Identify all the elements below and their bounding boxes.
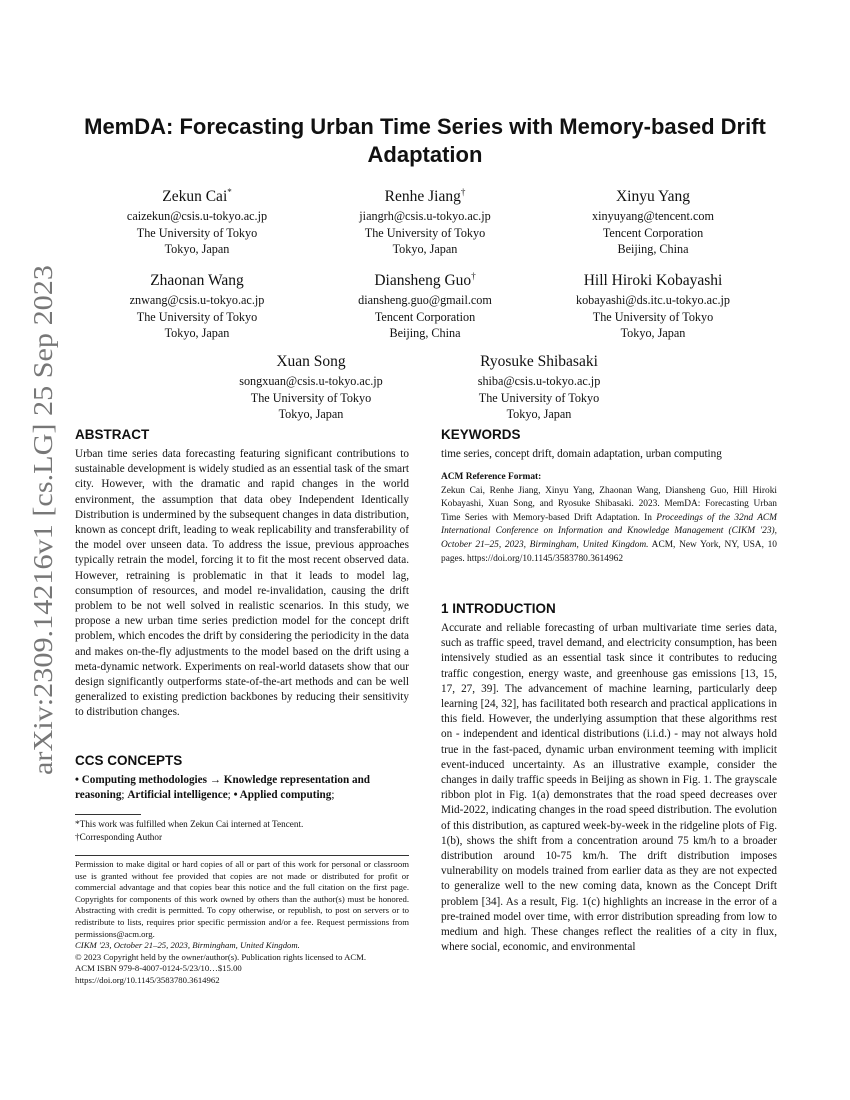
author-name: Ryosuke Shibasaki bbox=[480, 353, 598, 371]
author-block bbox=[305, 182, 545, 258]
author-affiliation: The University of Tokyo bbox=[364, 225, 486, 240]
reference-format-text bbox=[441, 485, 777, 567]
author-mark: † bbox=[471, 271, 476, 281]
permission-doi: https://doi.org/10.1145/3583780.3614962 bbox=[75, 974, 220, 985]
ccs-separator: ; bbox=[227, 789, 234, 802]
footnote: †Corresponding Author bbox=[75, 831, 163, 842]
author-affiliation: The University of Tokyo bbox=[250, 390, 372, 405]
footnotes bbox=[75, 818, 409, 843]
author-block bbox=[533, 266, 773, 342]
author-location: Tokyo, Japan bbox=[278, 407, 344, 422]
author-block bbox=[77, 266, 317, 342]
reference-citation: Zekun Cai, Renhe Jiang, Xinyu Yang, Zhaonan Wang, Diansheng Guo, Hill Hiroki Kobayashi, Xuan Song, and Ryosuke Shibasaki. 2023. MemDA: Forecasting Urban Time Series with Memory-based Drift Adaptation. In bbox=[441, 485, 777, 523]
author-location: Beijing, China bbox=[389, 326, 461, 341]
introduction-heading: 1 INTRODUCTION bbox=[441, 601, 556, 616]
author-email: shiba@csis.u-tokyo.ac.jp bbox=[477, 374, 601, 389]
permission-rule bbox=[75, 855, 409, 856]
author-affiliation: Tencent Corporation bbox=[374, 309, 476, 324]
footnote-rule bbox=[75, 814, 141, 815]
author-block bbox=[305, 266, 545, 342]
author-name: Zhaonan Wang bbox=[150, 272, 244, 290]
author-email: jiangrh@csis.u-tokyo.ac.jp bbox=[359, 209, 491, 224]
author-location: Tokyo, Japan bbox=[164, 242, 230, 257]
author-affiliation: The University of Tokyo bbox=[478, 390, 600, 405]
keywords-heading: KEYWORDS bbox=[441, 427, 521, 442]
author-location: Tokyo, Japan bbox=[620, 326, 686, 341]
ccs-item: Artificial intelligence bbox=[127, 789, 228, 802]
author-email: caizekun@csis.u-tokyo.ac.jp bbox=[126, 209, 268, 224]
abstract-section bbox=[75, 426, 409, 721]
paper-title: MemDA: Forecasting Urban Time Series with Memory-based Drift Adaptation bbox=[84, 114, 766, 167]
ccs-separator: ; bbox=[331, 789, 335, 802]
author-name: Renhe Jiang bbox=[384, 188, 461, 206]
author-name: Zekun Cai bbox=[162, 188, 228, 206]
author-email: diansheng.guo@gmail.com bbox=[358, 293, 492, 308]
reference-proceedings: Proceedings of the 32nd ACM International Conference on Information and Knowledge Management (CIKM '23), October 21–25, 2023, Birmingham, United Kingdom. bbox=[441, 512, 777, 550]
abstract-heading: ABSTRACT bbox=[75, 427, 150, 442]
author-location: Tokyo, Japan bbox=[392, 242, 458, 257]
author-email: songxuan@csis.u-tokyo.ac.jp bbox=[239, 374, 383, 389]
author-block bbox=[77, 182, 317, 258]
author-location: Tokyo, Japan bbox=[506, 407, 572, 422]
keywords-text: time series, concept drift, domain adaptation, urban computing bbox=[441, 448, 722, 460]
author-location: Tokyo, Japan bbox=[164, 326, 230, 341]
introduction-section bbox=[441, 600, 777, 955]
author-email: kobayashi@ds.itc.u-tokyo.ac.jp bbox=[575, 293, 731, 308]
permission-isbn: ACM ISBN 979-8-4007-0124-5/23/10…$15.00 bbox=[75, 963, 242, 974]
reference-format-heading: ACM Reference Format: bbox=[441, 472, 542, 482]
author-email: xinyuyang@tencent.com bbox=[592, 209, 714, 224]
permission-conference: CIKM '23, October 21–25, 2023, Birmingham, United Kingdom. bbox=[75, 940, 300, 951]
reference-citation-end: ACM, New York, NY, USA, 10 pages. https://doi.org/10.1145/3583780.3614962 bbox=[441, 539, 777, 564]
ccs-item: • Applied computing bbox=[233, 789, 332, 802]
author-name: Diansheng Guo bbox=[374, 272, 472, 290]
permission-text: Permission to make digital or hard copies of all or part of this work for personal or classroom use is granted without fee provided that copies are not made or distributed for profit or commercial advantage and that copies bear this notice and the full citation on the first page. Copyrights for components of this work owned by others than the author(s) must be honored. Abstracting with credit is permitted. To copy otherwise, or republish, to post on servers or to redistribute to lists, requires prior specific permission and/or a fee. Request permissions from permissions@acm.org. bbox=[75, 859, 409, 939]
author-location: Beijing, China bbox=[617, 242, 689, 257]
arxiv-stamp bbox=[14, 260, 62, 780]
author-block bbox=[419, 347, 659, 423]
author-affiliation: Tencent Corporation bbox=[602, 225, 704, 240]
ccs-heading: CCS CONCEPTS bbox=[75, 753, 183, 768]
author-block bbox=[191, 347, 431, 423]
author-affiliation: The University of Tokyo bbox=[592, 309, 714, 324]
ccs-concepts bbox=[75, 773, 409, 803]
author-name: Hill Hiroki Kobayashi bbox=[583, 272, 723, 290]
reference-format-section bbox=[441, 471, 777, 566]
ccs-item: • Computing methodologies → Knowledge representation and reasoning bbox=[75, 774, 371, 802]
author-block bbox=[533, 182, 773, 258]
author-affiliation: The University of Tokyo bbox=[136, 225, 258, 240]
permission-block bbox=[75, 859, 409, 987]
author-mark: † bbox=[460, 187, 466, 197]
author-email: znwang@csis.u-tokyo.ac.jp bbox=[129, 293, 265, 308]
footnote: *This work was fulfilled when Zekun Cai interned at Tencent. bbox=[75, 819, 304, 829]
ccs-section bbox=[75, 752, 409, 803]
introduction-text: Accurate and reliable forecasting of urban multivariate time series data, such as traffic speed, travel demand, and electricity consumption, has been intensively studied as an essential task since it contributes to reducing traffic congestion, energy waste, and greenhouse gas emissions [13, 15, 17, 27, 39]. The advancement of machine learning, particularly deep learning [24, 32], has facilitated both research and practical applications in this field. However, the underlying assumption that these algorithms rest on - independent and identical distributions (i.i.d.) - may not always hold true in the fast-paced, dynamic urban environment teeming with implicit event-induced uncertainty. As an illustrative example, consider the changes in daily traffic speeds in Beijing as shown in Fig. 1. The grayscale ribbon plot in Fig. 1(a) demonstrates that the road speed decreases over Mid-2022, indicating changes in the road speed distribution. The evolution of this distribution, as captured week-by-week in the ridgeline plots of Fig. 1(b), shows the shift from a concentration around 75 km/h to a broader distribution around 10-75 km/h. The drift distribution imposes vulnerability on models trained from earlier data as they are not expected to generalize well to the new coming data, known as the Concept Drift problem [34]. As a result, Fig. 1(c) highlights an increase in the error of a pre-trained model over time, with error distribution spreading from low to medium and high. These changes reflect the realities of a city in flux, where social, economic, and environmental bbox=[441, 622, 777, 954]
arxiv-identifier: arXiv:2309.14216v1 [cs.LG] 25 Sep 2023 bbox=[28, 319, 58, 775]
author-mark: * bbox=[227, 187, 232, 197]
ccs-separator: ; bbox=[121, 789, 128, 802]
abstract-text: Urban time series data forecasting featuring significant contributions to sustainable development is widely studied as an essential task of the smart city. However, with the dramatic and rapid changes in the world environment, the assumption that data obey Independent Identically Distribution is undermined by the subsequent changes in data distribution, known as concept drift, leading to weak replicability and transferability of the model over unseen data. To address the issue, previous approaches typically retrain the model, forcing it to fit the most recent observed data. However, retraining is problematic in that it leads to model lag, consumption of resources, and model re-invalidation, causing the drift problem to be not well solved in realistic scenarios. In this study, we propose a new urban time series prediction model for the concept drift problem, which encodes the drift by considering the periodicity in the data and makes on-the-fly adjustments to the model based on the drift using a meta-dynamic network. Experiments on real-world datasets show that our design significantly outperforms state-of-the-art methods and can be well generalized to existing prediction backbones by reducing their sensitivity to distribution changes. bbox=[75, 448, 409, 719]
keywords-section bbox=[441, 426, 777, 462]
author-name: Xinyu Yang bbox=[615, 188, 691, 206]
permission-copyright: © 2023 Copyright held by the owner/author(s). Publication rights licensed to ACM. bbox=[75, 951, 367, 962]
author-affiliation: The University of Tokyo bbox=[136, 309, 258, 324]
author-name: Xuan Song bbox=[276, 353, 346, 371]
